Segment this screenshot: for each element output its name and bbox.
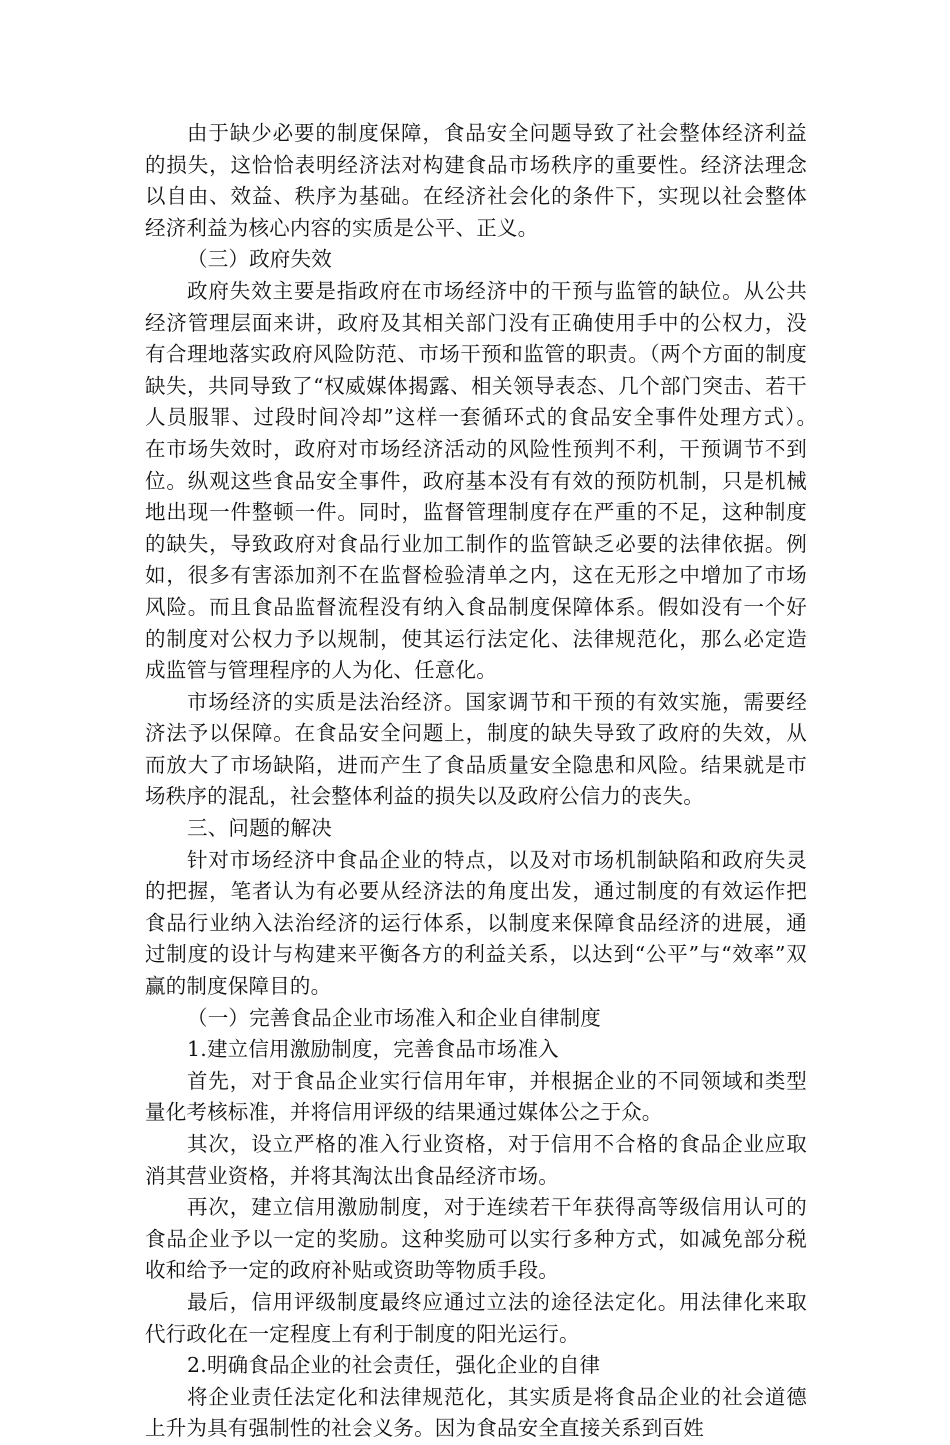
paragraph-legalize-responsibility: 将企业责任法定化和法律规范化，其实质是将食品企业的社会道德上升为具有强制性的社会义务。因为食品安全直接关系到百姓 [145,1384,807,1441]
heading-social-responsibility: 2.明确食品企业的社会责任，强化企业的自律 [187,1353,601,1378]
paragraph-rule-of-law-economy: 市场经济的实质是法治经济。国家调节和干预的有效实施，需要经济法予以保障。在食品安全问题上，制度的缺失导致了政府的失效，从而放大了市场缺陷，进而产生了食品质量安全隐患和风险。结果就是市场秩序的混乱，社会整体利益的损失以及政府公信力的丧失。 [145,689,807,809]
heading-credit-incentive: 1.建立信用激励制度，完善食品市场准入 [187,1037,559,1062]
paragraph-economic-law-concept: 由于缺少必要的制度保障，食品安全问题导致了社会整体经济利益的损失，这恰恰表明经济法对构建食品市场秩序的重要性。经济法理念以自由、效益、秩序为基础。在经济社会化的条件下，实现以社会整体经济利益为核心内容的实质是公平、正义。 [145,121,807,240]
paragraph-third: 再次，建立信用激励制度，对于连续若干年获得高等级信用认可的食品企业予以一定的奖励。这种奖励可以实行多种方式，如减免部分税收和给予一定的政府补贴或资助等物质手段。 [145,1195,807,1283]
heading-problem-solution: 三、问题的解决 [187,816,332,841]
heading-government-failure: （三）政府失效 [187,247,332,272]
paragraph-finally: 最后，信用评级制度最终应通过立法的途径法定化。用法律化来取代行政化在一定程度上有利于制度的阳光运行。 [145,1289,807,1346]
paragraph-first: 首先，对于食品企业实行信用年审，并根据企业的不同领域和类型量化考核标准，并将信用评级的结果通过媒体公之于众。 [145,1068,807,1125]
heading-market-access-self-discipline: （一）完善食品企业市场准入和企业自律制度 [187,1005,601,1030]
paragraph-solution-overview: 针对市场经济中食品企业的特点，以及对市场机制缺陷和政府失灵的把握，笔者认为有必要从经济法的角度出发，通过制度的有效运作把食品行业纳入法治经济的运行体系，以制度来保障食品经济的进展，通过制度的设计与构建来平衡各方的利益关系，以达到“公平”与“效率”双赢的制度保障目的。 [145,847,807,999]
document-page [145,118,890,1445]
paragraph-government-failure: 政府失效主要是指政府在市场经济中的干预与监管的缺位。从公共经济管理层面来讲，政府及其相关部门没有正确使用手中的公权力，没有合理地落实政府风险防范、市场干预和监管的职责。（两个方面的制度缺失，共同导致了“权威媒体揭露、相关领导表态、几个部门突击、若干人员服罪、过段时间冷却”这样一套循环式的食品安全事件处理方式）。 在市场失效时，政府对市场经济活动的风险性预判不利，干预调节不到位。纵观这些食品安全事件，政府基本没有有效的预防机制，只是机械地出现一件整顿一件。同时，监督管理制度存在严重的不足，这种制度的缺失，导致政府对食品行业加工制作的监管缺乏必要的法律依据。例如，很多有害添加剂不在监督检验清单之内，这在无形之中增加了市场风险。而且食品监督流程没有纳入食品制度保障体系。假如没有一个好的制度对公权力予以规制，使其运行法定化、法律规范化，那么必定造成监管与管理程序的人为化、任意化。 [145,278,890,683]
paragraph-second: 其次，设立严格的准入行业资格，对于信用不合格的食品企业应取消其营业资格，并将其淘汰出食品经济市场。 [145,1132,807,1188]
